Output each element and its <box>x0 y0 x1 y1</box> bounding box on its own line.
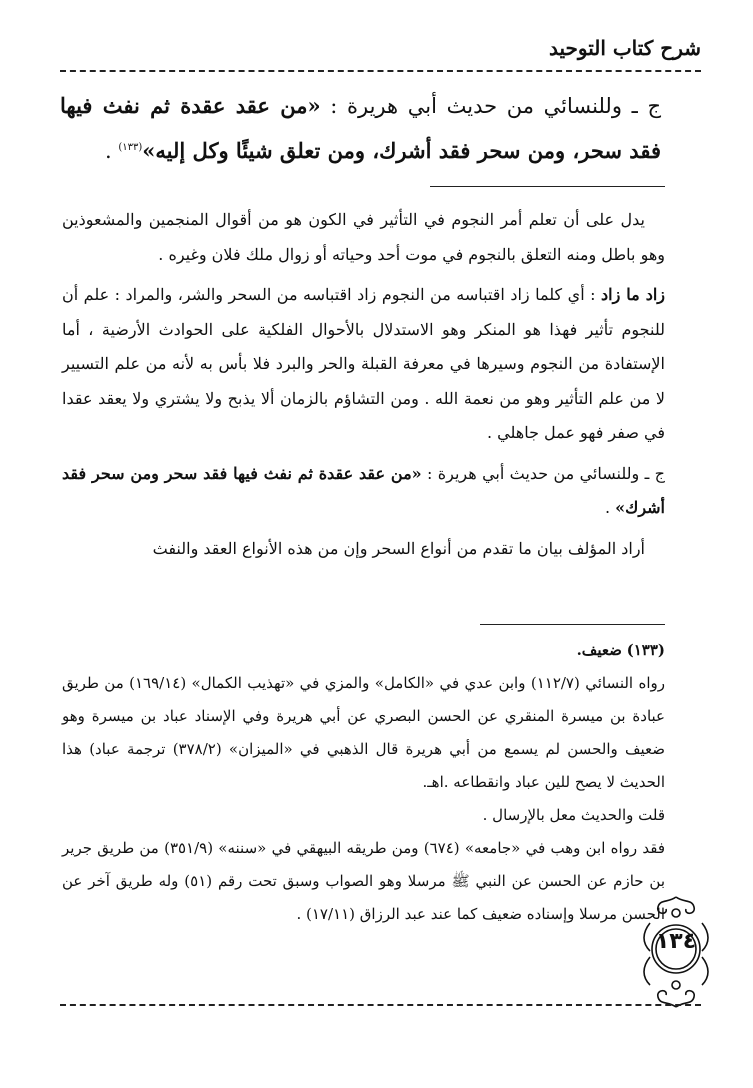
hadith2-text: «من عقد عقدة ثم نفث فيها فقد سحر ومن سحر فقد أشرك» <box>62 463 665 517</box>
hadith2-end: . <box>604 498 616 517</box>
footnote-paragraph-1: رواه النسائي (١١٢/٧) وابن عدي في «الكامل» والمزي في «تهذيب الكمال» (١٦٩/١٤) من طريق عبادة بن ميسرة المنقري عن الحسن البصري عن أبي هريرة وفي الإسناد عباد بن ميسرة وهو ضعيف والحسن لم يسمع من أبي هريرة قال الذهبي في «الميزان» (٣٧٨/٢) ترجمة عباد) هذا الحديث لا يصح للين عباد وانقطاعه .اهـ. <box>62 674 665 791</box>
hadith-block <box>60 85 661 172</box>
footnote-heading <box>62 634 665 667</box>
page-number: ١٣٤ <box>655 929 697 954</box>
hadith2-prefix: ج ـ وللنسائي من حديث أبي هريرة : <box>421 463 665 483</box>
term-explanation: : أي كلما زاد اقتباسه من النجوم زاد اقتباسه من السحر والشر، والمراد : علم أن للنجوم تأثير فهذا هو المنكر وهو الاستدلال بالأحوال الفلكية على الحوادث الأرضية ، أما الإستفادة من النجوم وسيرها في معرفة القبلة والحر والبرد فلا بأس به لأنه من علم التسيير لا من علم التأثير وهو من نعمة الله . ومن التشاؤم بالزمان ألا يذبح ولا يشتري ولا يعقد عقدا في صفر فهو عمل جاهلي . <box>62 285 665 442</box>
commentary-paragraph-4: أراد المؤلف بيان ما تقدم من أنواع السحر وإن من هذه الأنواع العقد والنفث <box>152 538 645 558</box>
footnote-number: (١٣٣) <box>626 641 665 659</box>
commentary-paragraph-3 <box>62 457 665 526</box>
header-rule <box>60 70 701 72</box>
running-header: شرح كتاب التوحيد <box>548 36 701 60</box>
hadith-prefix: ج ـ وللنسائي من حديث أبي هريرة : <box>320 94 661 118</box>
page-number-ornament <box>640 893 712 1011</box>
hadith-text: «من عقد عقدة ثم نفث فيها فقد سحر، ومن سحر فقد أشرك، ومن تعلق شيئًا وكل إليه» <box>60 93 661 163</box>
hadith-end: . <box>105 139 119 163</box>
footnote-grade: ضعيف. <box>576 641 622 659</box>
term-label: زاد ما زاد <box>601 285 665 304</box>
footnote-paragraph-2: قلت والحديث معل بالإرسال . <box>482 806 665 824</box>
footnote-divider <box>480 624 665 625</box>
footer-rule <box>60 1004 701 1006</box>
section-divider <box>430 186 665 187</box>
footnote-block <box>62 634 665 931</box>
footnote-paragraph-3: فقد رواه ابن وهب في «جامعه» (٦٧٤) ومن طريقه البيهقي في «سننه» (٣٥١/٩) من طريق جرير بن حازم عن الحسن عن النبي ﷺ مرسلا وهو الصواب وسبق تحت رقم (٥١) وله طريق آخر عن الحسن مرسلا وإسناده ضعيف كما عند عبد الرزاق (١٧/١١) . <box>62 839 666 923</box>
commentary-paragraph-2 <box>62 278 665 451</box>
commentary-paragraph-1: يدل على أن تعلم أمر النجوم في التأثير في الكون هو من أقوال المنجمين والمشعوذين وهو باطل ومنه التعلق بالنجوم في موت أحد وحياته أو زوال ملك فلان وغيره . <box>62 210 665 264</box>
commentary-text <box>62 203 665 566</box>
footnote-ref: (١٣٣) <box>118 142 143 153</box>
